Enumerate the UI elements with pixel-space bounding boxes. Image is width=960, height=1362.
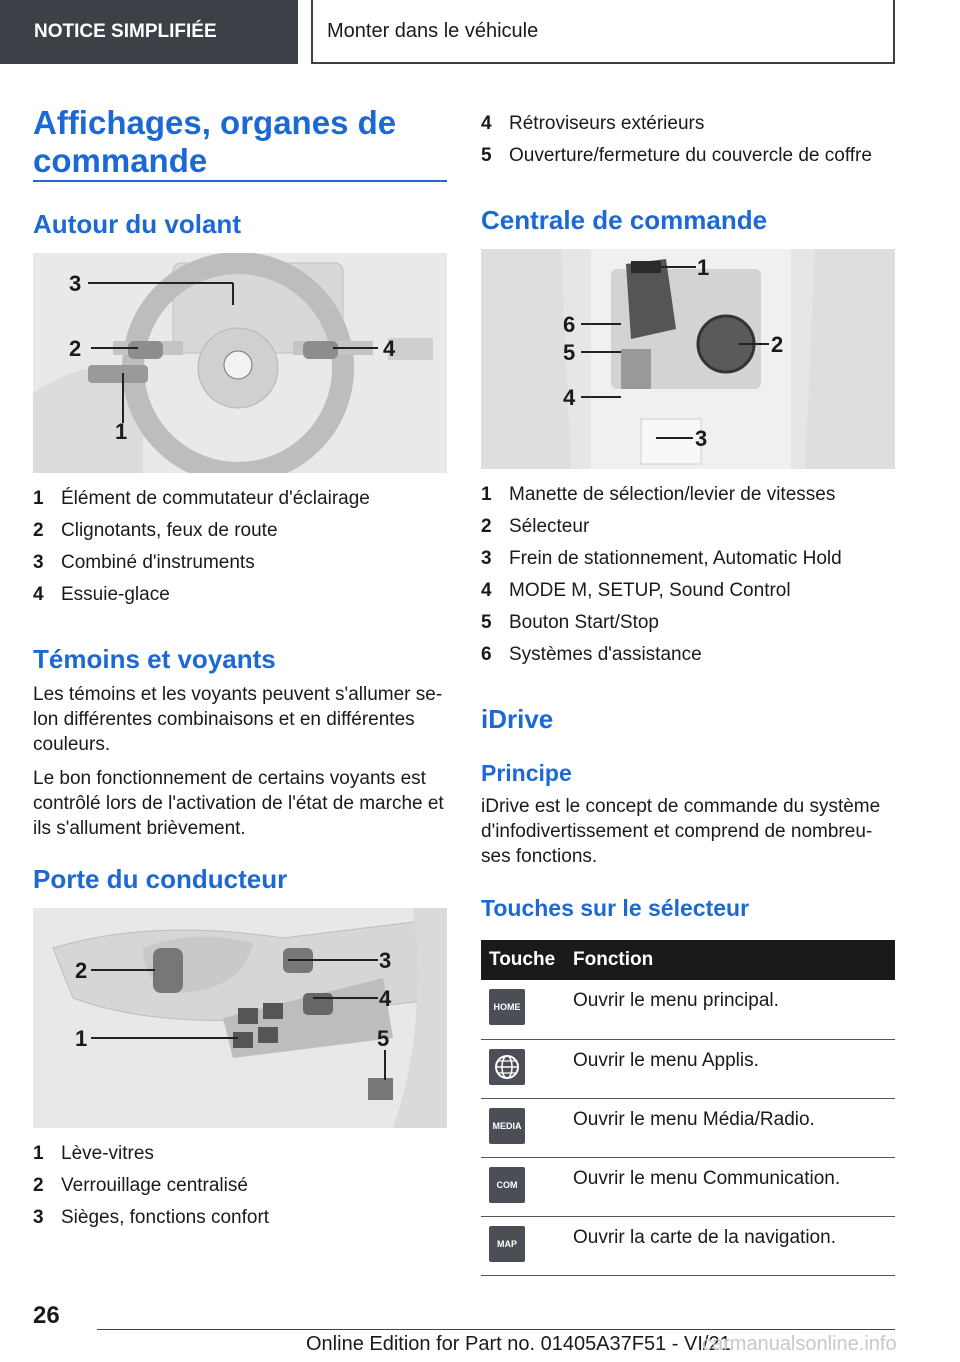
list-item: 3 Combiné d'instruments: [33, 552, 255, 573]
indicators-text: Les témoins et les voyants peuvent s'allumer se-lon différentes combinaisons et en différentes couleurs. Le bon fonctionnement de certains voyants est contrôlé lors de l'activation de l'état de marche et ils s'allument brièvement.: [33, 684, 444, 839]
callout-2: 2: [69, 336, 82, 361]
list-item: 2 Sélecteur: [481, 516, 590, 537]
console-legend: [481, 484, 895, 676]
door-legend-continued: [481, 113, 895, 177]
list-item: 1 Élément de commutateur d'éclairage: [33, 488, 370, 509]
list-item: 5 Ouverture/fermeture du couvercle de coffre: [481, 145, 872, 166]
steering-wheel-illustration: [33, 253, 447, 473]
table-row: HOME Ouvrir le menu principal.: [481, 980, 895, 1039]
map-key-icon: MAP: [489, 1226, 525, 1262]
list-item: 4 Essuie-glace: [33, 584, 170, 605]
list-item: 4 Rétroviseurs extérieurs: [481, 113, 705, 134]
heading-idrive: iDrive: [481, 704, 554, 734]
callout-3: 3: [379, 948, 392, 973]
callout-4: 4: [379, 986, 392, 1011]
principle-text: iDrive est le concept de commande du système d'infodivertissement et comprend de nombreu-ses fonctions.: [481, 796, 881, 867]
callout-2: 2: [771, 332, 784, 357]
footer-rule: [97, 1329, 895, 1330]
callout-4: 4: [563, 385, 576, 410]
col-function-header: Fonction: [565, 940, 895, 980]
list-item: 1 Lève-vitres: [33, 1143, 154, 1164]
callout-5: 5: [563, 340, 576, 365]
table-row: COM Ouvrir le menu Communication.: [481, 1157, 895, 1216]
callout-5: 5: [377, 1026, 390, 1051]
heading-keys: Touches sur le sélecteur: [481, 895, 750, 921]
col-key-header: Touche: [481, 940, 565, 980]
heading-steering: Autour du volant: [33, 209, 241, 239]
globe-icon: [489, 1049, 525, 1085]
driver-door-illustration: [33, 908, 447, 1128]
list-item: 2 Verrouillage centralisé: [33, 1175, 248, 1196]
callout-3: 3: [695, 426, 708, 451]
callout-4: 4: [383, 336, 396, 361]
table-row: MEDIA Ouvrir le menu Média/Radio.: [481, 1098, 895, 1157]
steering-legend: [33, 488, 447, 616]
list-item: 4 MODE M, SETUP, Sound Control: [481, 580, 791, 601]
table-row: Ouvrir le menu Applis.: [481, 1039, 895, 1098]
list-item: 5 Bouton Start/Stop: [481, 612, 659, 633]
home-key-icon: HOME: [489, 989, 525, 1025]
table-row: MAP Ouvrir la carte de la navigation.: [481, 1216, 895, 1275]
heading-indicators: Témoins et voyants: [33, 644, 276, 674]
list-item: 2 Clignotants, feux de route: [33, 520, 278, 541]
callout-1: 1: [697, 255, 710, 280]
callout-1: 1: [115, 419, 128, 444]
list-item: 3 Frein de stationnement, Automatic Hold: [481, 548, 842, 569]
page-number: 26: [33, 1302, 60, 1329]
section-tab: NOTICE SIMPLIFIÉE: [0, 0, 298, 64]
media-key-icon: MEDIA: [489, 1108, 525, 1144]
callout-6: 6: [563, 312, 576, 337]
edition-note: Online Edition for Part no. 01405A37F51 - VI/21: [306, 1333, 731, 1355]
callout-1: 1: [75, 1026, 88, 1051]
heading-console: Centrale de commande: [481, 205, 768, 235]
chapter-title: Monter dans le véhicule: [311, 0, 895, 64]
center-console-illustration: [481, 249, 895, 469]
list-item: 1 Manette de sélection/levier de vitesses: [481, 484, 836, 505]
callout-3: 3: [69, 271, 82, 296]
page-title: Affichages, organes de commande: [33, 104, 397, 179]
watermark: carmanualsonline.info: [702, 1333, 897, 1355]
heading-principle: Principe: [481, 760, 572, 786]
list-item: 3 Sièges, fonctions confort: [33, 1207, 270, 1228]
title-rule: [33, 180, 447, 182]
door-legend: [33, 1143, 447, 1239]
list-item: 6 Systèmes d'assistance: [481, 644, 702, 665]
heading-door: Porte du conducteur: [33, 864, 288, 894]
controller-keys-table: [481, 940, 895, 1276]
com-key-icon: COM: [489, 1167, 525, 1203]
callout-2: 2: [75, 958, 88, 983]
